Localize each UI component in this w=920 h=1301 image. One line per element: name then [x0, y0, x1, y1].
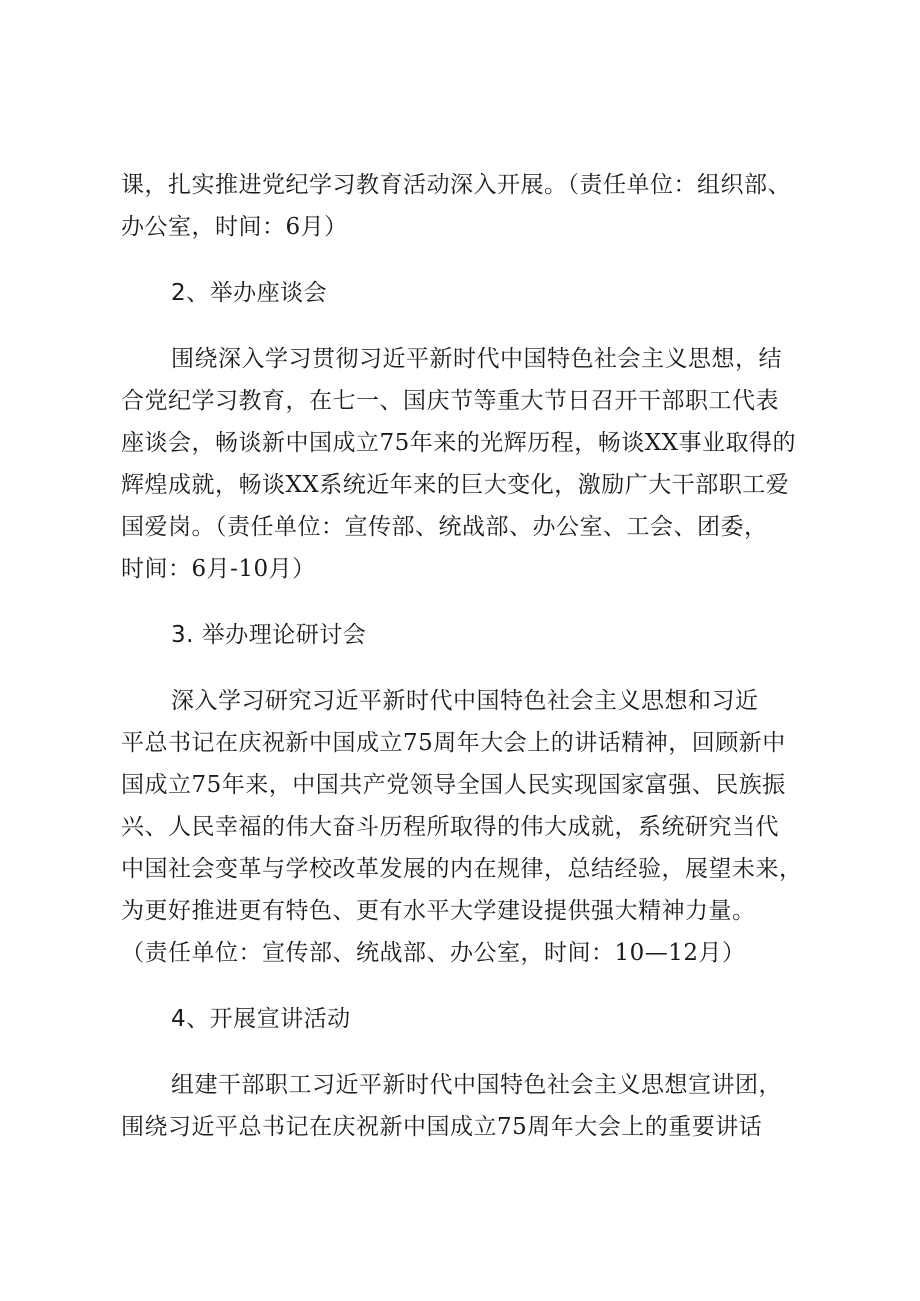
text-line: 深入学习研究习近平新时代中国特色社会主义思想和习近	[171, 688, 759, 714]
section-heading-2: 2、举办座谈会	[171, 280, 328, 306]
text-line: （责任单位：宣传部、统战部、办公室，时间：10—12月）	[121, 940, 746, 966]
text-line: 为更好推进更有特色、更有水平大学建设提供强大精神力量。	[121, 898, 756, 924]
paragraph-lecture	[121, 1064, 811, 1148]
section-heading-3: 3. 举办理论研讨会	[171, 622, 367, 648]
text-line: 时间：6月-10月）	[121, 556, 316, 582]
text-line: 国爱岗。（责任单位：宣传部、统战部、办公室、工会、团委，	[121, 514, 768, 540]
text-line: 平总书记在庆祝新中国成立75周年大会上的讲话精神，回顾新中	[121, 730, 786, 756]
text-line: 组建干部职工习近平新时代中国特色社会主义思想宣讲团，	[171, 1072, 782, 1098]
text-line: 中国社会变革与学校改革发展的内在规律，总结经验，展望未来，	[121, 856, 803, 882]
document-body	[121, 164, 811, 1148]
text-line: 国成立75年来，中国共产党领导全国人民实现国家富强、民族振	[121, 772, 786, 798]
paragraph-continued	[121, 164, 811, 248]
text-line: 围绕深入学习贯彻习近平新时代中国特色社会主义思想，结	[171, 346, 782, 372]
text-line: 辉煌成就，畅谈XX系统近年来的巨大变化，激励广大干部职工爱	[121, 472, 790, 498]
paragraph-seminar	[121, 680, 811, 974]
text-line: 座谈会，畅谈新中国成立75年来的光辉历程，畅谈XX事业取得的	[121, 430, 797, 456]
text-line: 兴、人民幸福的伟大奋斗历程所取得的伟大成就，系统研究当代	[121, 814, 779, 840]
text-line: 办公室，时间：6月）	[121, 214, 348, 240]
text-line: 合党纪学习教育，在七一、国庆节等重大节日召开干部职工代表	[121, 388, 779, 414]
text-line: 课，扎实推进党纪学习教育活动深入开展。（责任单位：组织部、	[121, 172, 791, 198]
text-line: 围绕习近平总书记在庆祝新中国成立75周年大会上的重要讲话	[121, 1114, 763, 1140]
section-heading-4: 4、开展宣讲活动	[171, 1006, 351, 1032]
paragraph-symposium	[121, 338, 811, 590]
